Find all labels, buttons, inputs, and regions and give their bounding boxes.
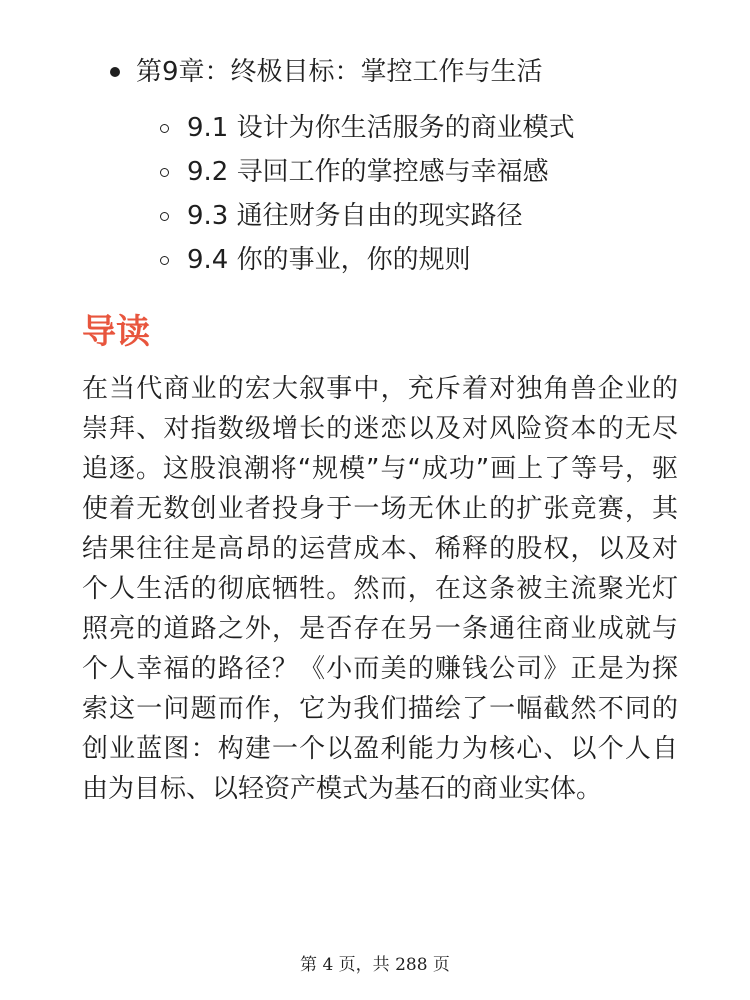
toc-section-title: 9.3 通往财务自由的现实路径: [187, 201, 523, 231]
toc-chapter-item: [110, 50, 543, 94]
toc-chapter-title: 第9章：终极目标：掌控工作与生活: [136, 57, 543, 87]
toc-section-item: [160, 194, 575, 238]
bullet-circle-icon: [160, 212, 169, 221]
toc-section-item: [160, 150, 575, 194]
toc-section-title: 9.2 寻回工作的掌控感与幸福感: [187, 157, 549, 187]
toc-section-title: 9.4 你的事业，你的规则: [187, 245, 471, 275]
page-number-footer: 第 4 页，共 288 页: [300, 955, 450, 975]
toc-section-item: [160, 238, 575, 282]
bullet-circle-icon: [160, 168, 169, 177]
toc-section-title: 9.1 设计为你生活服务的商业模式: [187, 113, 575, 143]
bullet-disc-icon: [110, 67, 120, 77]
bullet-circle-icon: [160, 124, 169, 133]
intro-paragraph: 在当代商业的宏大叙事中，充斥着对独角兽企业的崇拜、对指数级增长的迷恋以及对风险资本的无尽追逐。这股浪潮将“规模”与“成功”画上了等号，驱使着无数创业者投身于一场无休止的扩张竞赛，其结果往往是高昂的运营成本、稀释的股权，以及对个人生活的彻底牺牲。然而，在这条被主流聚光灯照亮的道路之外，是否存在另一条通往商业成就与个人幸福的路径？《小而美的赚钱公司》正是为探索这一问题而作，它为我们描绘了一幅截然不同的创业蓝图：构建一个以盈利能力为核心、以个人自由为目标、以轻资产模式为基石的商业实体。: [82, 374, 678, 804]
section-heading: 导读: [82, 312, 150, 352]
bullet-circle-icon: [160, 256, 169, 265]
toc-section-list: [160, 106, 575, 282]
toc-section-item: [160, 106, 575, 150]
